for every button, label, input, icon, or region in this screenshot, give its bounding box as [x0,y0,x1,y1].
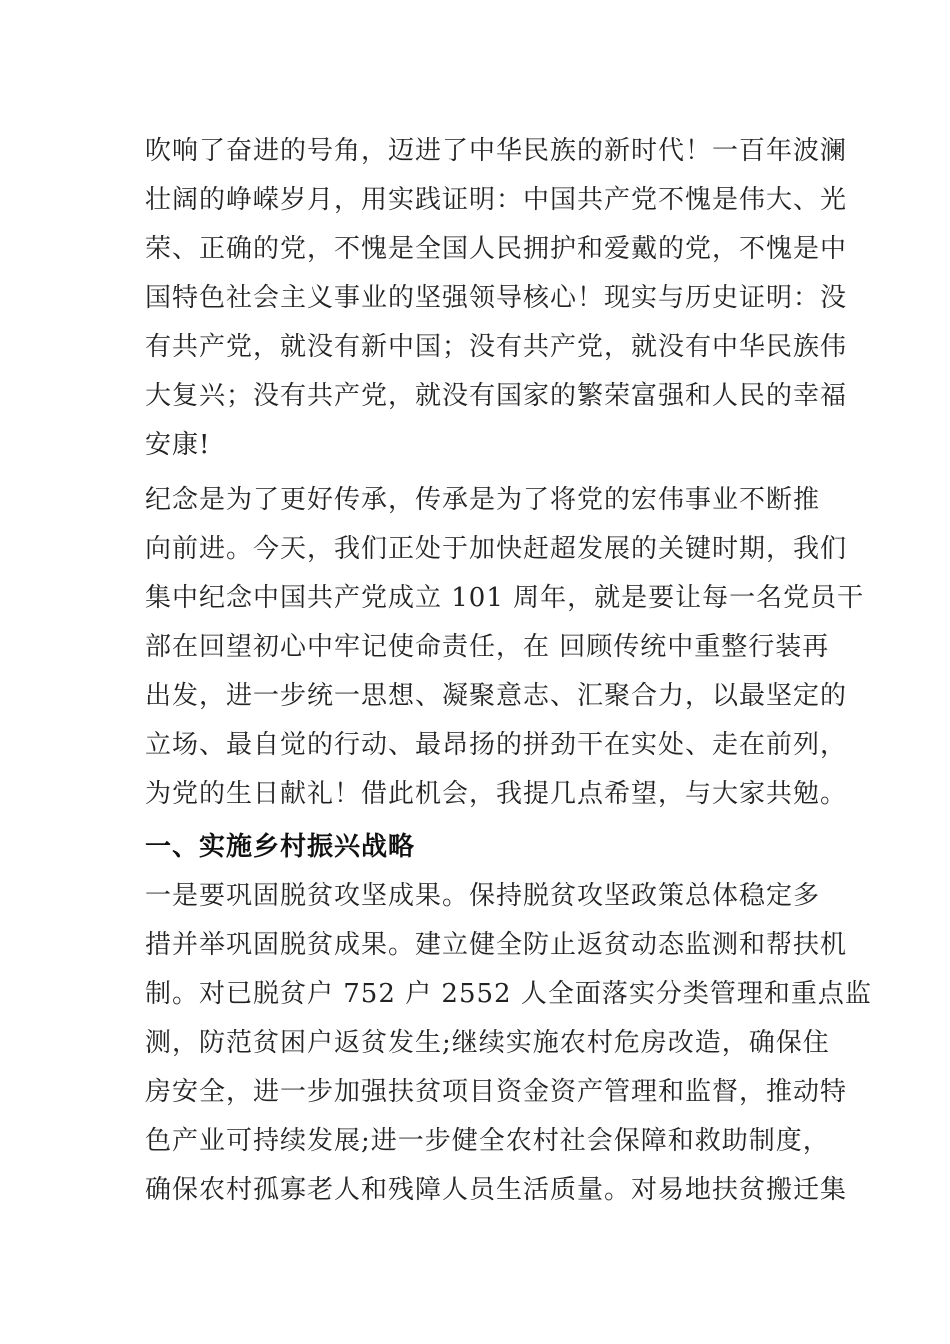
text-line: 测，防范贫困户返贫发生;继续实施农村危房改造，确保住 [145,1028,830,1058]
text-line: 集中纪念中国共产党成立 101 周年，就是要让每一名党员干 [145,583,865,613]
text-line: 制。对已脱贫户 752 户 2552 人全面落实分类管理和重点监 [145,979,872,1009]
text-line: 立场、最自觉的行动、最昂扬的拼劲干在实处、走在前列， [145,730,848,760]
text-line: 一是要巩固脱贫攻坚成果。保持脱贫攻坚政策总体稳定多 [145,881,821,911]
text-line: 出发，进一步统一思想、凝聚意志、汇聚合力，以最坚定的 [145,681,848,711]
text-line: 吹响了奋进的号角，迈进了中华民族的新时代！一百年波澜 [145,136,848,166]
text-line: 安康! [145,430,211,460]
text-line: 大复兴；没有共产党，就没有国家的繁荣富强和人民的幸福 [145,381,848,411]
paragraph-1 [145,127,848,470]
text-line: 荣、正确的党，不愧是全国人民拥护和爱戴的党，不愧是中 [145,234,848,264]
text-line: 纪念是为了更好传承，传承是为了将党的宏伟事业不断推 [145,485,821,515]
text-line: 房安全，进一步加强扶贫项目资金资产管理和监督，推动特 [145,1077,848,1107]
text-line: 为党的生日献礼！借此机会，我提几点希望，与大家共勉。 [145,779,848,809]
paragraph-2 [145,476,865,819]
text-line: 部在回望初心中牢记使命责任，在 回顾传统中重整行装再 [145,632,830,662]
text-line: 国特色社会主义事业的坚强领导核心！现实与历史证明：没 [145,283,848,313]
text-line: 有共产党，就没有新中国；没有共产党，就没有中华民族伟 [145,332,848,362]
text-line: 确保农村孤寡老人和残障人员生活质量。对易地扶贫搬迁集 [145,1175,848,1205]
text-line: 壮阔的峥嵘岁月，用实践证明：中国共产党不愧是伟大、光 [145,185,848,215]
text-line: 色产业可持续发展;进一步健全农村社会保障和救助制度， [145,1126,830,1156]
text-line: 措并举巩固脱贫成果。建立健全防止返贫动态监测和帮扶机 [145,930,848,960]
paragraph-3 [145,872,872,1215]
section-heading: 一、实施乡村振兴战略 [145,832,416,862]
text-line: 向前进。今天，我们正处于加快赶超发展的关键时期，我们 [145,534,848,564]
